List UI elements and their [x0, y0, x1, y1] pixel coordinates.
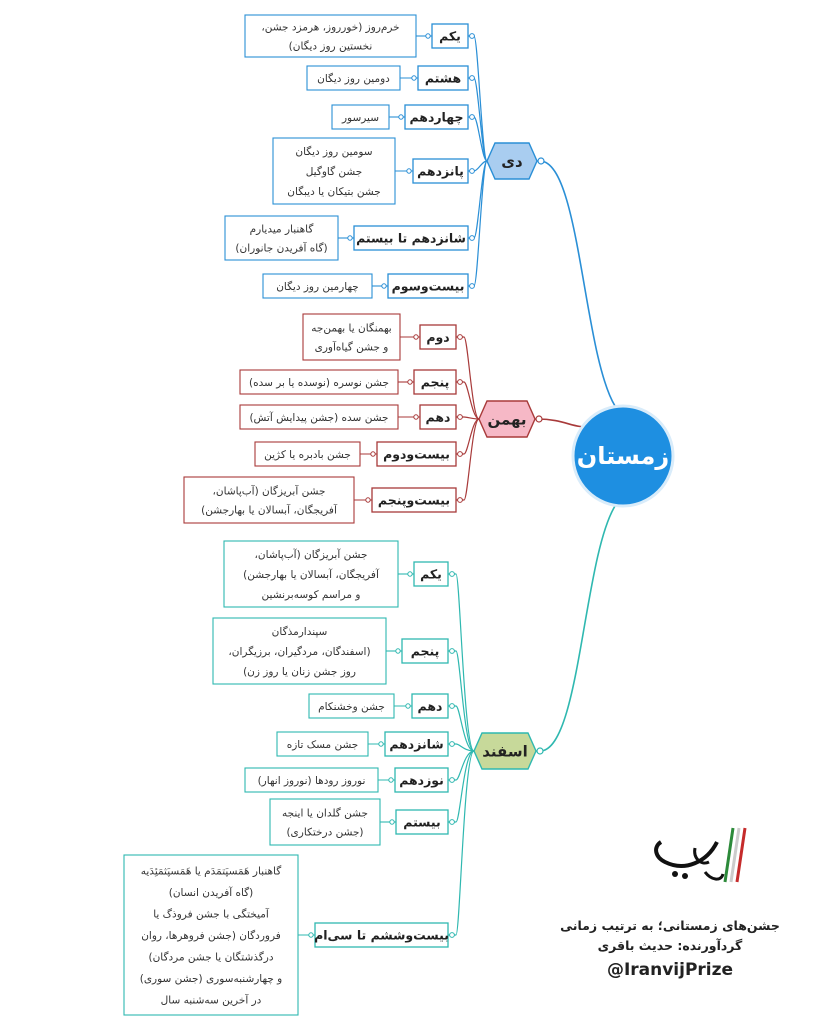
item-connector — [456, 419, 479, 500]
footer-handle: @IranvijPrize — [606, 960, 734, 980]
day-label: نوزدهم — [399, 772, 444, 788]
desc-line: سیرسور — [341, 112, 380, 124]
desc-line: (اسفندگان، مردگیران، برزیگران، — [228, 646, 371, 658]
desc-line: آمیختگی با جشن فروذگ یا — [153, 908, 269, 921]
day-item — [277, 732, 454, 756]
desc-line: آفریجگان، آبسالان یا بهارجشن) — [243, 569, 379, 581]
day-item — [309, 694, 454, 718]
day-item — [273, 138, 474, 204]
desc-line: در آخرین سه‌شنبه سال — [160, 994, 262, 1007]
item-connector — [448, 651, 474, 751]
desc-line: آفریجگان، آبسالان یا بهارجشن) — [201, 504, 337, 517]
day-item — [184, 477, 462, 523]
day-item — [307, 66, 474, 90]
item-connector — [448, 574, 474, 751]
desc-line: جشن سده (جشن پیدایش آتش) — [249, 412, 389, 424]
day-item — [240, 370, 462, 394]
day-item — [245, 15, 474, 57]
footer-title: جشن‌های زمستانی؛ به ترتیب زمانی — [560, 918, 780, 933]
desc-line: (جشن درختکاری) — [286, 826, 364, 839]
desc-line: جشن مسک تازه — [286, 739, 359, 751]
day-label: پنجم — [420, 374, 450, 390]
desc-line: نخستین روز دیگان) — [288, 40, 373, 53]
day-item — [263, 274, 474, 298]
day-label: شانزدهم تا بیستم — [356, 230, 466, 246]
connector-dey — [540, 161, 615, 406]
footer-author: گردآورنده: حدیث باقری — [597, 938, 743, 953]
day-label: هشتم — [424, 70, 462, 86]
desc-line: چهارمین روز دیگان — [276, 281, 359, 293]
day-item — [124, 855, 454, 1015]
desc-line: و چهارشنبه‌سوری (جشن سوری) — [139, 973, 283, 985]
day-label: بیستم — [403, 814, 441, 830]
day-label: پانزدهم — [417, 163, 464, 179]
desc-line: جشن آبریزگان (آب‌پاشان، — [254, 549, 368, 561]
item-connector — [456, 337, 479, 419]
day-item — [240, 405, 462, 429]
day-item — [332, 105, 474, 129]
desc-line: دومین روز دیگان — [317, 73, 390, 85]
desc-line: درگذشتگان یا جشن مردگان) — [148, 951, 274, 964]
desc-line: و مراسم کوسه‌برنشین — [261, 589, 361, 601]
branch-label: دی — [501, 152, 523, 171]
desc-line: جشن آبریزگان (آب‌پاشان، — [212, 485, 326, 498]
item-connector — [468, 117, 487, 161]
day-item — [303, 314, 462, 360]
day-item — [245, 768, 454, 792]
desc-line: جشن گلدان یا اینجه — [281, 807, 369, 820]
desc-line: جشن بتیکان یا دیبگان — [287, 186, 381, 198]
day-item — [213, 618, 454, 684]
desc-line: فروردگان (جشن فروهرها، روان — [141, 930, 281, 942]
desc-line: جشن نوسره (نوسده یا بر سده) — [249, 377, 389, 389]
desc-line: سپندارمذگان — [271, 626, 328, 638]
day-label: شانزدهم — [389, 736, 444, 752]
day-label: چهاردهم — [409, 109, 464, 125]
connector-esfand — [540, 506, 615, 751]
desc-line: (گاه آفریدن جانوران) — [235, 242, 328, 255]
day-item — [270, 799, 454, 845]
day-label: بیست‌وسوم — [391, 278, 465, 294]
day-label: پنجم — [410, 643, 440, 659]
desc-line: گاهنبار میدیارم — [249, 223, 314, 236]
desc-line: سومین روز دیگان — [295, 146, 373, 158]
desc-line: خرم‌روز (خورروز، هرمزد جشن، — [261, 21, 400, 34]
day-item — [225, 216, 474, 260]
branch-label: اسفند — [482, 742, 528, 761]
desc-line: جشن گاوگیل — [305, 166, 363, 178]
footer — [540, 916, 800, 984]
branch-dey — [225, 15, 544, 298]
calligraphy-logo-icon — [645, 822, 755, 892]
day-label: یکم — [439, 28, 461, 44]
root-label: زمستان — [576, 442, 670, 470]
day-label: بیست‌وپنجم — [377, 492, 451, 508]
day-item — [224, 541, 454, 607]
desc-line: و جشن گیاه‌آوری — [314, 341, 389, 354]
day-label: دوم — [426, 329, 450, 345]
day-label: یکم — [420, 566, 442, 582]
day-label: بیست‌ودوم — [383, 446, 450, 462]
branch-bahman — [184, 314, 542, 523]
day-label: دهم — [417, 698, 443, 714]
branch-label: بهمن — [487, 410, 527, 429]
desc-line: جشن بادبره یا کژین — [264, 449, 351, 461]
desc-line: روز جشن زنان یا روز زن) — [243, 666, 356, 678]
day-label: دهم — [425, 409, 451, 425]
desc-line: نوروز رودها (نوروز انهار) — [257, 775, 366, 787]
desc-line: جشن وخشنکام — [318, 701, 385, 713]
desc-line: (گاه آفریدن انسان) — [168, 887, 254, 899]
desc-line: گاهنبار هَمَسپَتمَدَم یا هَمَسپَثمَئِدَیه — [140, 865, 282, 878]
day-label: بیست‌وششم تا سی‌ام — [314, 927, 449, 943]
branch-esfand — [124, 541, 543, 1015]
desc-line: بهمنگان یا بهمن‌جه — [311, 322, 392, 335]
logo — [645, 822, 755, 896]
day-item — [255, 442, 462, 466]
